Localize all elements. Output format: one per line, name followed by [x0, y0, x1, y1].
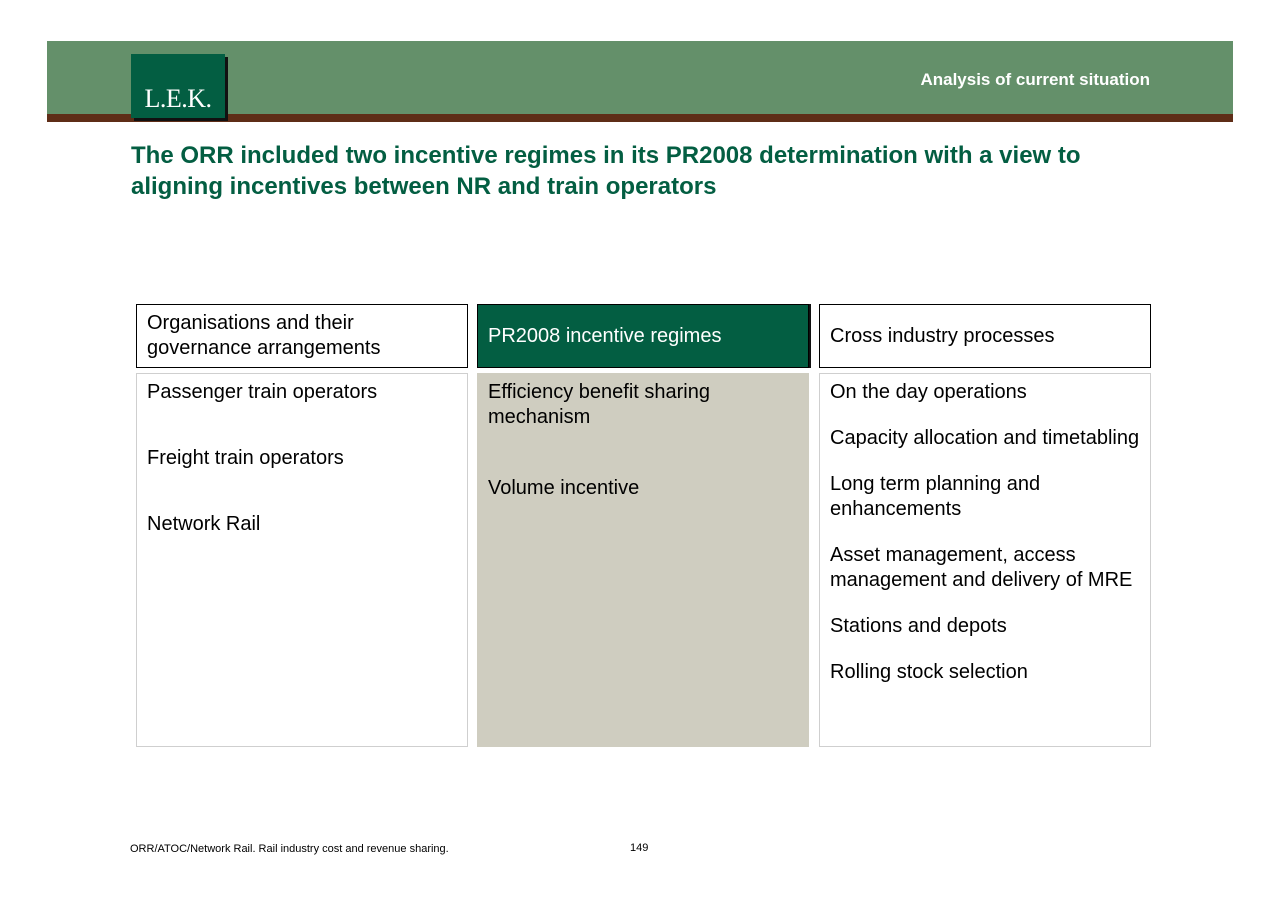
list-item: Long term planning and enhancements — [830, 473, 1041, 520]
column-body-incentive-regimes — [477, 373, 809, 747]
list-item: On the day operations — [830, 381, 1027, 403]
lek-logo — [131, 54, 225, 118]
list-item: Freight train operators — [147, 447, 344, 469]
page-title: The ORR included two incentive regimes in its PR2008 determination with a view to aligning incentives between NR and train operators — [131, 142, 1081, 200]
logo-text: L.E.K. — [144, 84, 212, 113]
list-item: Volume incentive — [488, 477, 640, 499]
list-item: Passenger train operators — [147, 381, 378, 403]
list-item: Asset management, access management and delivery of MRE — [830, 544, 1133, 591]
column-header-cross-industry: Cross industry processes — [819, 304, 1151, 368]
column-body-organisations — [136, 373, 468, 747]
column-header-incentive-regimes: PR2008 incentive regimes — [477, 304, 809, 368]
column-header-organisations: Organisations and their governance arrangements — [136, 304, 468, 368]
page-number: 149 — [630, 842, 649, 854]
column-body-cross-industry — [819, 373, 1151, 747]
list-item: Rolling stock selection — [830, 661, 1028, 683]
list-item: Stations and depots — [830, 615, 1007, 637]
list-item: Network Rail — [147, 513, 261, 535]
list-item: Efficiency benefit sharing mechanism — [488, 381, 710, 428]
footer-source: ORR/ATOC/Network Rail. Rail industry cost and revenue sharing. — [130, 843, 449, 855]
list-item: Capacity allocation and timetabling — [830, 427, 1140, 449]
section-label: Analysis of current situation — [920, 70, 1150, 89]
